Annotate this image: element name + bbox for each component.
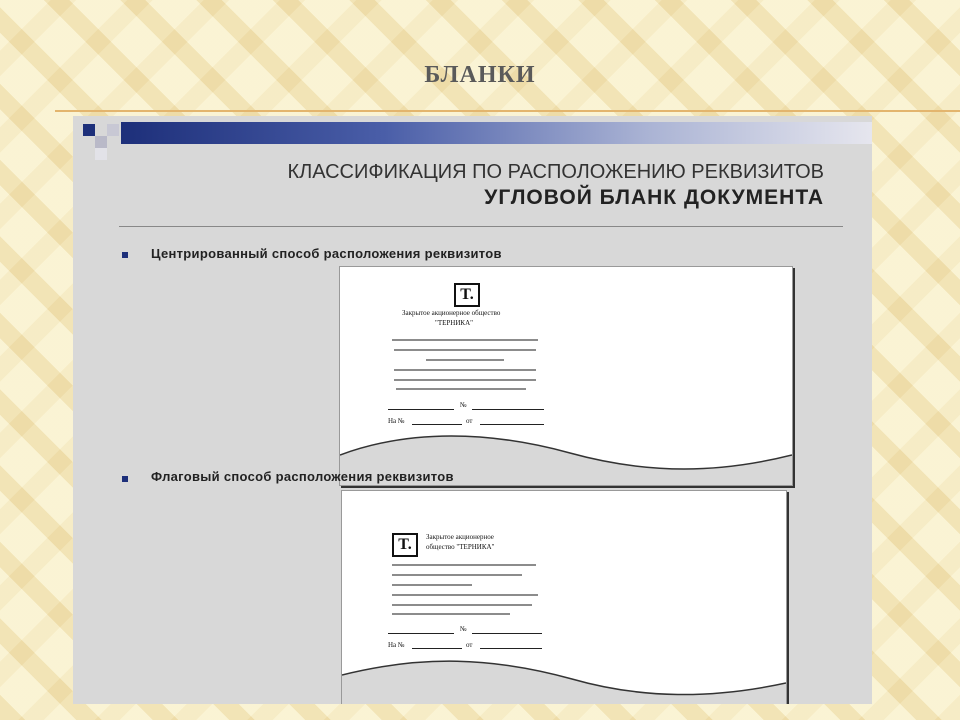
bullet-flag: Флаговый способ расположения реквизитов bbox=[151, 469, 454, 484]
address-line bbox=[426, 359, 504, 361]
number-field-line bbox=[472, 409, 544, 410]
slide-title: БЛАНКИ bbox=[424, 62, 536, 88]
decor-square bbox=[95, 136, 107, 148]
panel-divider bbox=[119, 226, 843, 227]
address-line bbox=[394, 379, 536, 381]
decor-square bbox=[95, 148, 107, 160]
address-line bbox=[392, 613, 510, 615]
company-logo: T. bbox=[392, 533, 418, 557]
number-field-line bbox=[472, 633, 542, 634]
address-line bbox=[396, 388, 526, 390]
address-line bbox=[392, 604, 532, 606]
content-panel bbox=[73, 116, 872, 704]
doc-sample-flag bbox=[341, 490, 787, 704]
ref-label: На № bbox=[388, 417, 405, 425]
number-label: № bbox=[460, 625, 467, 633]
address-line bbox=[392, 564, 536, 566]
company-name-line: Закрытое акционерное общество bbox=[402, 309, 501, 317]
decor-square bbox=[83, 124, 95, 136]
page-wave-edge bbox=[342, 649, 786, 704]
bullet-marker bbox=[122, 476, 128, 482]
title-divider bbox=[55, 110, 960, 112]
panel-heading: КЛАССИФИКАЦИЯ ПО РАСПОЛОЖЕНИЮ РЕКВИЗИТОВ bbox=[287, 161, 824, 183]
decor-square bbox=[107, 124, 119, 136]
company-name-line: общество "ТЕРНИКА" bbox=[426, 543, 495, 551]
header-gradient-bar bbox=[121, 122, 872, 144]
address-line bbox=[394, 349, 536, 351]
doc-sample-centered bbox=[339, 266, 793, 486]
address-line bbox=[394, 369, 536, 371]
date-field-line bbox=[388, 633, 454, 634]
address-line bbox=[392, 339, 538, 341]
bullet-centered: Центрированный способ расположения реквизитов bbox=[151, 246, 502, 261]
panel-subheading: УГЛОВОЙ БЛАНК ДОКУМЕНТА bbox=[484, 186, 824, 209]
address-line bbox=[392, 594, 538, 596]
ref-label: На № bbox=[388, 641, 405, 649]
from-label: от bbox=[466, 641, 473, 649]
company-name-line: Закрытое акционерное bbox=[426, 533, 494, 541]
bullet-marker bbox=[122, 252, 128, 258]
date-field-line bbox=[388, 409, 454, 410]
company-logo: T. bbox=[454, 283, 480, 307]
company-name-line: "ТЕРНИКА" bbox=[435, 319, 473, 327]
number-label: № bbox=[460, 401, 467, 409]
from-label: от bbox=[466, 417, 473, 425]
address-line bbox=[392, 574, 522, 576]
address-line bbox=[392, 584, 472, 586]
